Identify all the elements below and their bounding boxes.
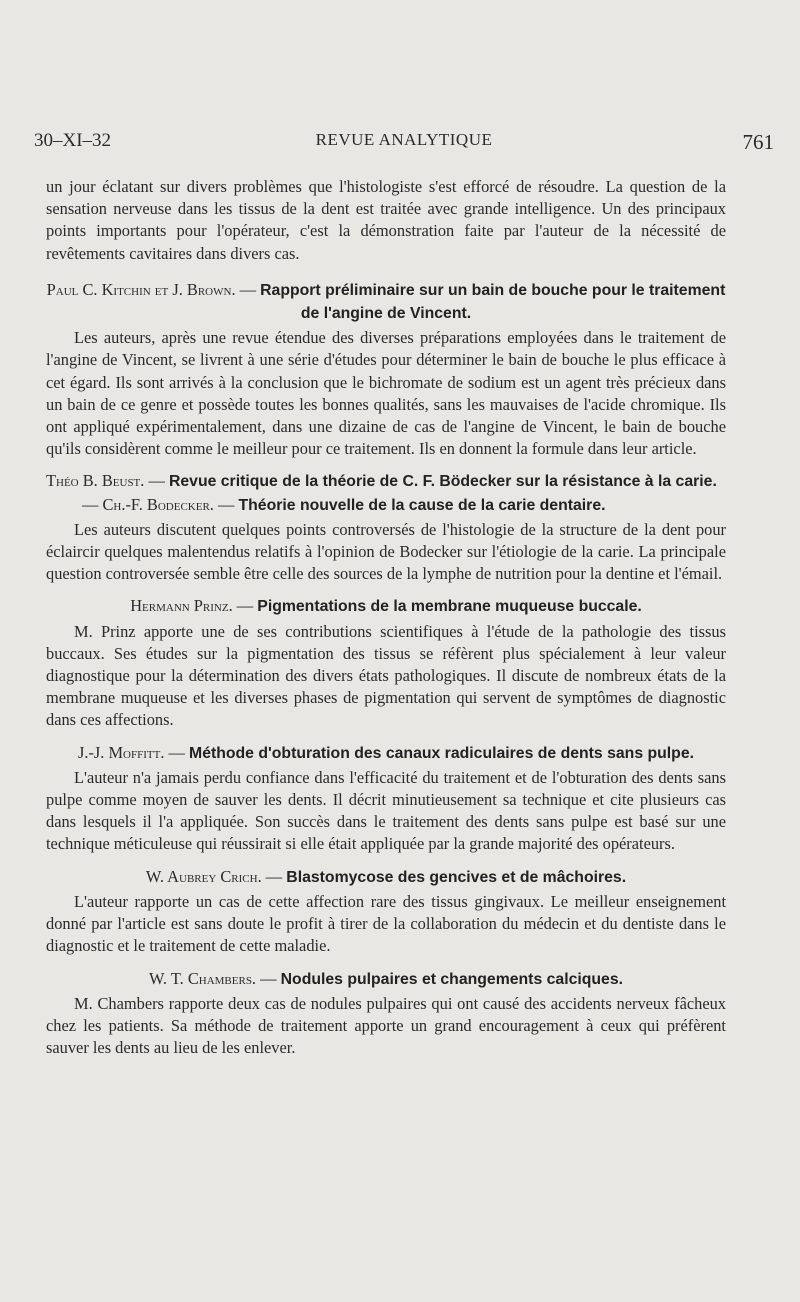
review-entry-moffitt <box>46 742 726 856</box>
review-entry-crich <box>46 866 726 958</box>
entry-author-2: Ch.-F. Bodecker. <box>102 494 214 514</box>
entry-heading <box>46 742 726 765</box>
entry-title: Pigmentations de la membrane muqueuse buccale. <box>257 598 642 616</box>
header-date: 30–XI–32 <box>34 130 112 151</box>
entry-heading <box>46 968 726 991</box>
entry-title: Nodules pulpaires et changements calciques. <box>280 970 624 988</box>
entry-dash: — <box>256 968 281 988</box>
review-entry-chambers <box>46 968 726 1060</box>
review-entry-prinz <box>46 595 726 731</box>
header-journal-title: REVUE ANALYTIQUE <box>315 130 493 149</box>
entry-author: Paul C. Kitchin et J. Brown. <box>46 279 236 299</box>
entry-author: J.-J. Moffitt. <box>77 742 165 762</box>
entry-summary: Les auteurs, après une revue étendue des diverses préparations employées dans le traitement de l'angine de Vincent, se livrent à une série d'études pour déterminer le bain de bouche le plus efficace à cet égard. Ils sont arrivés à la conclusion que le bichromate de sodium est un agent très précieux dans un bain de ce genre et possède toutes les bonnes qualités, sans les mauvaises de l'acide chromique. Ils ont appliqué expérimentalement, dans une dizaine de cas de l'angine de Vincent, le bain de bouche qu'ils considèrent comme le meilleur pour ce traitement. Ils en donnent la formule dans leur article. <box>46 328 726 459</box>
entry-dash: — <box>261 866 287 886</box>
entry-heading <box>46 279 726 325</box>
entry-heading <box>46 470 726 516</box>
entry-dash: — <box>164 742 190 762</box>
page-number: 761 <box>742 130 774 154</box>
review-entry-beust <box>46 470 726 585</box>
running-header <box>34 130 774 158</box>
entry-author: W. T. Chambers. <box>148 968 257 988</box>
entry-summary: M. Chambers rapporte deux cas de nodules pulpaires qui ont causé des accidents nerveux fâcheux chez les patients. Sa méthode de traitement apporte un grand encouragement à ceux qui préfèrent sauver les dents au lieu de les enlever. <box>46 993 726 1058</box>
entry-dash: — <box>232 596 258 616</box>
entry-dash: — <box>144 471 169 491</box>
entry-heading <box>46 595 726 618</box>
page-body <box>46 176 726 1059</box>
entry-dash-2: — <box>82 494 103 514</box>
entry-title: Revue critique de la théorie de C. F. Bödecker sur la résistance à la carie. <box>168 473 717 491</box>
continued-paragraph: un jour éclatant sur divers problèmes que l'histologiste s'est efforcé de résoudre. La question de la sensation nerveuse dans les tissus de la dent est traitée avec grande intelligence. Un des principaux points importants pour l'opérateur, c'est la démonstration faite par l'auteur de la nécessité de revêtements cavitaires dans divers cas. <box>46 177 726 263</box>
entry-summary: L'auteur n'a jamais perdu confiance dans l'efficacité du traitement et de l'obturation des dents sans pulpe comme moyen de sauver les dents. Il décrit minutieusement sa technique et cite plusieurs cas dans lesquels il l'a appliquée. Son succès dans le traitement des dents sans pulpe est basé sur une technique méticuleuse qui réussirait si elle était appliquée par la grande majorité des opérateurs. <box>46 767 726 854</box>
entry-summary: Les auteurs discutent quelques points controversés de l'histologie de la structure de la dent pour éclaircir quelques malentendus relatifs à l'opinion de Bodecker sur l'étiologie de la carie. La principale question controversée semble être celle des sources de la lymphe de nutrition pour la dentine et l'émail. <box>46 519 726 584</box>
entry-summary: L'auteur rapporte un cas de cette affection rare des tissus gingivaux. Le meilleur enseignement donné par l'article est sans doute le profit à tirer de la collaboration du médecin et du dentiste dans le diagnostic et le traitement de cette maladie. <box>46 891 726 956</box>
entry-heading <box>46 866 726 889</box>
entry-summary: M. Prinz apporte une de ses contributions scientifiques à l'étude de la pathologie des tissus buccaux. Ses études sur la pigmentation des tissus se réfèrent plus spécialement à leur valeur diagnostique pour la détermination des divers états pathologiques. Il discute de nombreux états de la membrane muqueuse et les diverses phases de pigmentation qui servent de symptômes de diagnostic dans ces affections. <box>46 621 726 730</box>
review-entry-kitchin <box>46 279 726 461</box>
entry-title: Blastomycose des gencives et de mâchoires. <box>286 868 627 886</box>
entry-author: Hermann Prinz. <box>130 596 233 616</box>
entry-dash: — <box>235 279 261 299</box>
entry-author: W. Aubrey Crich. <box>145 866 262 886</box>
entry-author: Théo B. Beust. <box>46 471 145 491</box>
entry-title: Rapport préliminaire sur un bain de bouche pour le traitement de l'angine de Vincent. <box>260 281 726 323</box>
entry-title-2: Théorie nouvelle de la cause de la carie dentaire. <box>238 496 606 514</box>
entry-dash-3: — <box>213 494 239 514</box>
entry-title: Méthode d'obturation des canaux radiculaires de dents sans pulpe. <box>189 744 695 762</box>
